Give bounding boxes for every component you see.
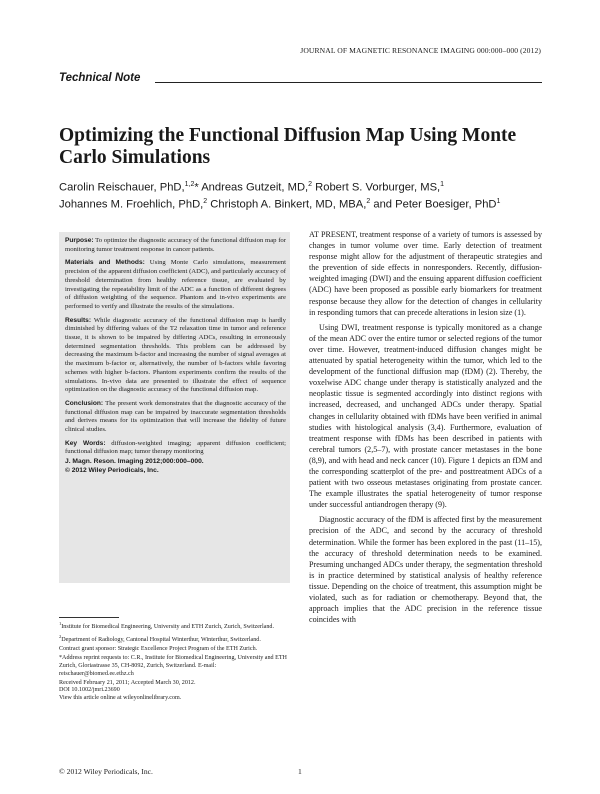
grant-sponsor: Contract grant sponsor: Strategic Excellence Project Program of the ETH Zurich. <box>59 646 258 653</box>
page-number: 1 <box>298 767 302 776</box>
affiliations <box>59 620 290 702</box>
article-title: Optimizing the Functional Diffusion Map Using Monte Carlo Simulations <box>59 125 517 168</box>
journal-header: JOURNAL OF MAGNETIC RESONANCE IMAGING 000:000–000 (2012) <box>300 46 541 55</box>
online-link: View this article online at wileyonlinelibrary.com. <box>59 694 182 701</box>
author-list <box>59 178 549 212</box>
reprint-address: *Address reprint requests to: C.R., Institute for Biomedical Engineering, University and ETH Zurich, Gloriastrasse 35, CH-8092, Zurich, Switzerland. E-mail: reischauer@biomed.ee.ethz.ch <box>59 655 287 677</box>
footer-copyright: © 2012 Wiley Periodicals, Inc. <box>59 767 153 776</box>
received-dates: Received February 21, 2011; Accepted March 30, 2012. <box>59 679 196 686</box>
footnote-rule <box>59 617 119 618</box>
author-line-2: Johannes M. Froehlich, PhD,$^2$ Christoph A. Binkert, MD, MBA,$^2$ and Peter Boesiger, PhD$^1$ <box>59 198 501 211</box>
header-rule <box>155 82 542 83</box>
abstract-conclusion: Conclusion: The present work demonstrates that the diagnostic accuracy of the functional diffusion map can be impaired by inaccurate segmentation thresholds and derives means for its optimization that will increase the fidelity of future clinical studies. <box>65 399 287 434</box>
body-paragraph-3: Diagnostic accuracy of the fDM is affected first by the measurement precision of the ADC, and second by the accuracy of threshold determination. While the former has been explored in the past (11–15), the accuracy of threshold determination needs to be examined. Presuming unchanged ADCs under therapy, the segmentation threshold is in practice determined by statistical analysis of healthy reference tissue. Depending on the choice of treatment, this assumption might be violated, such as for radiation or chemotherapy. Beyond that, the approach implies that the ADC precision in the reference tissue coincides with <box>309 515 542 625</box>
abstract-methods: Materials and Methods: Using Monte Carlo simulations, measurement precision of the apparent diffusion coefficient (ADC), and particularly accuracy of threshold determination from healthy reference tissue, are evaluated by investigating the repeatability limit of the ADC as a function of different degrees of diffusion weighting of the sequence. Phantom and in-vivo experiments are performed to verify and illustrate the results of the simulations. <box>65 259 287 310</box>
doi: DOI 10.1002/jmri.23690 <box>59 687 120 694</box>
abstract-purpose: Purpose: To optimize the diagnostic accuracy of the functional diffusion map for monitoring tumor treatment response in cancer patients. <box>65 237 286 253</box>
abstract-keywords: Key Words: diffusion-weighted imaging; apparent diffusion coefficient; functional diffusion map; tumor therapy monitoring <box>65 439 286 456</box>
abstract-box <box>59 232 290 583</box>
abstract-citation: J. Magn. Reson. Imaging 2012;000:000–000. <box>65 458 204 466</box>
abstract-results: Results: While diagnostic accuracy of the functional diffusion map is hardly diminished by differing values of the T2 relaxation time in tumor and reference tissue, it is shown to be impaired by differing ADCs, resulting in erroneously determined segmentation thresholds. This problem can be addressed by decreasing the maximum b-factor and increasing the number of signal averages at the maximum b-factor or, alternatively, the number of b-factors while favoring schemes with higher b-factors. Phantom experiments confirm the results of the simulations. In-vivo data are presented to illustrate the effect of sequence optimization on the diagnostic accuracy of the functional diffusion map. <box>65 316 286 394</box>
body-text <box>309 229 542 629</box>
section-label: Technical Note <box>59 72 141 84</box>
affiliation-2: $^2$Department of Radiology, Cantonal Hospital Winterthur, Winterthur, Switzerland. <box>59 634 261 644</box>
body-paragraph-1: AT PRESENT, treatment response of a variety of tumors is assessed by changes in tumor volume over time. Early detection of treatment response might allow for the adjustment of therapeutic strategies and the prevention of side effects in nonresponders. Recently, diffusion-weighted imaging (DWI) and the ensuing apparent diffusion coefficient (ADC) have been proposed as possible early biomarkers for treatment response because they allow for the detection of changes in cellularity in responding tumors that can precede alterations in lesion size (1). <box>309 230 542 317</box>
abstract-copyright: © 2012 Wiley Periodicals, Inc. <box>65 466 159 474</box>
affiliation-1: $^1$Institute for Biomedical Engineering, University and ETH Zurich, Zurich, Switzerland. <box>59 621 274 631</box>
author-line-1: Carolin Reischauer, PhD,$^{1,2}$* Andreas Gutzeit, MD,$^2$ Robert S. Vorburger, MS,$^1$ <box>59 181 445 194</box>
body-paragraph-2: Using DWI, treatment response is typically monitored as a change of the mean ADC over the entire tumor or selected regions of the tumor over time. However, treatment-induced diffusion changes might be attenuated by spatial heterogeneity within the tumor, which led to the development of the functional diffusion map (fDM) (2). Thereby, the voxelwise ADC change under therapy is statistically analyzed and the neoplastic tissue is segmented accordingly into distinct regions with increased, decreased, and unchanged ADCs under therapy. Spatial changes in cellularity obtained with fDMs have been verified in animal studies with histological analysis (3,4). Furthermore, evaluation of treatment response with fDMs has been described in patients with cerebral tumors (2,5–7), with prostate cancer metastases in the bone (8,9), and with head and neck cancer (10). Figure 1 depicts an fDM and the corresponding scatterplot of the pre- and posttreatment ADCs of a patient with two osseous metastases originating from prostate cancer. The example illustrates the spatial heterogeneity of tumor response under successful antiandrogen therapy (9). <box>309 322 542 510</box>
